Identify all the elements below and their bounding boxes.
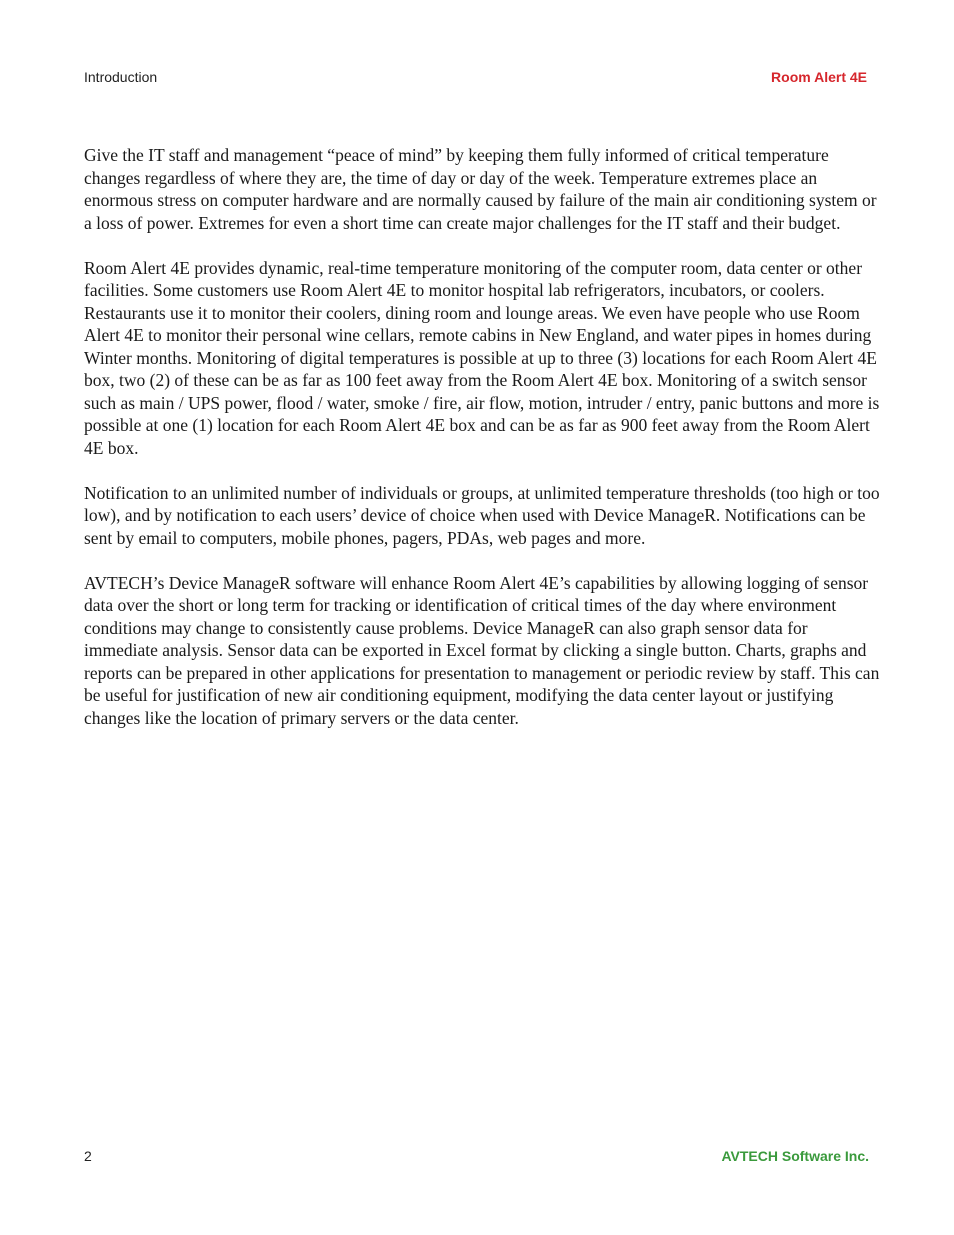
- product-name: Room Alert 4E: [771, 69, 867, 85]
- paragraph-peace-of-mind: Give the IT staff and management “peace of mind” by keeping them fully informed of critical temperature changes regardless of where they are, the time of day or day of the week. Temperature extremes place an enormous stress on computer hardware and are normally caused by failure of the main air conditioning system or a loss of power. Extremes for even a short time can create major challenges for the IT staff and their budget.: [84, 145, 877, 233]
- page-number: 2: [84, 1148, 92, 1164]
- paragraph-monitoring: Room Alert 4E provides dynamic, real-time temperature monitoring of the computer room, data center or other facilities. Some customers use Room Alert 4E to monitor hospital lab refrigerators, incubators, or coolers. Restaurants use it to monitor their coolers, dining room and lounge areas. We even have people who use Room Alert 4E to monitor their personal wine cellars, remote cabins in New England, and water pipes in homes during Winter months. Monitoring of digital temperatures is possible at up to three (3) locations for each Room Alert 4E box, two (2) of these can be as far as 100 feet away from the Room Alert 4E box. Monitoring of a switch sensor such as main / UPS power, flood / water, smoke / fire, air flow, motion, intruder / entry, panic buttons and more is possible at one (1) location for each Room Alert 4E box and can be as far as 900 feet away from the Room Alert 4E box.: [84, 257, 880, 458]
- company-name: AVTECH Software Inc.: [721, 1148, 869, 1164]
- paragraph-device-manager: AVTECH’s Device ManageR software will enhance Room Alert 4E’s capabilities by allowing logging of sensor data over the short or long term for tracking or identification of critical times of the day where environment conditions may change to consistently cause problems. Device ManageR can also graph sensor data for immediate analysis. Sensor data can be exported in Excel format by clicking a single button. Charts, graphs and reports can be prepared in other applications for presentation to management or periodic review by staff. This can be useful for justification of new air conditioning equipment, modifying the data center layout or justifying changes like the location of primary servers or the data center.: [84, 572, 880, 728]
- body-text: [84, 144, 880, 752]
- section-title: Introduction: [84, 69, 158, 85]
- paragraph-notification: Notification to an unlimited number of individuals or groups, at unlimited temperature thresholds (too high or too low), and by notification to each users’ device of choice when used with Device ManageR. Notifications can be sent by email to computers, mobile phones, pagers, PDAs, web pages and more.: [84, 482, 880, 548]
